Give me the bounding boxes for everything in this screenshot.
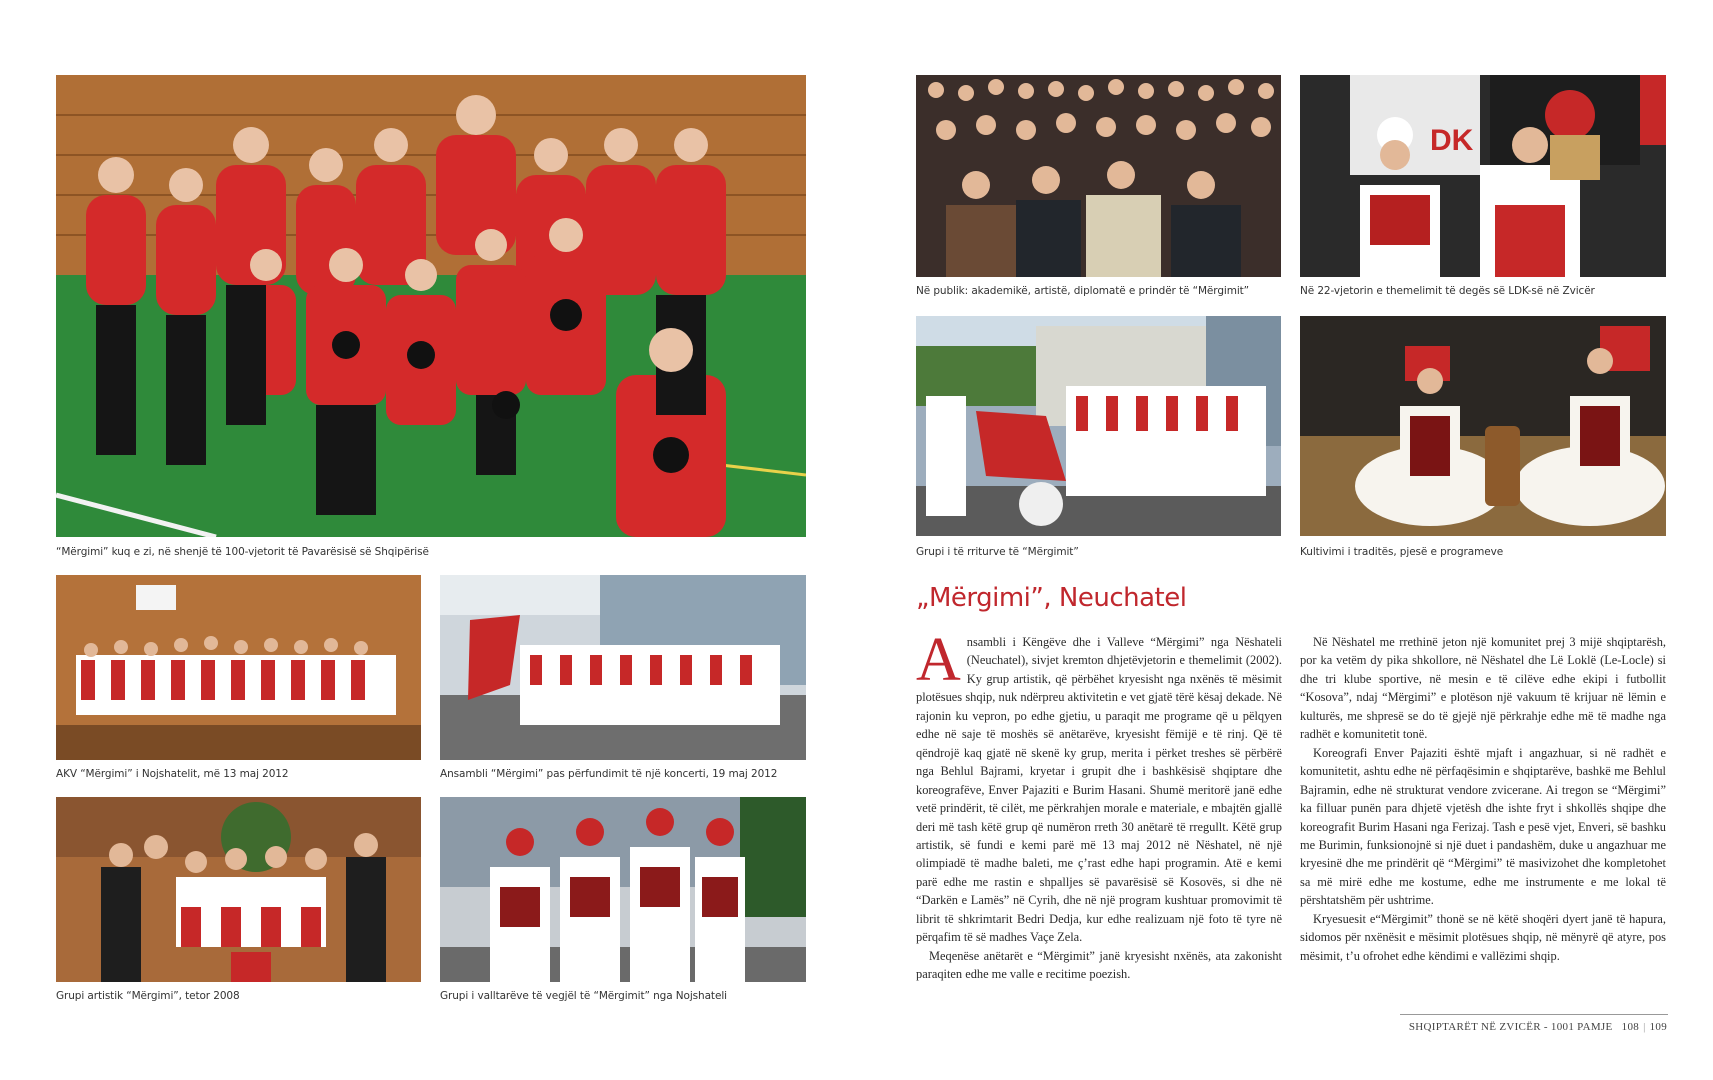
photo-tradition-dance bbox=[1300, 316, 1666, 536]
photo-young-dancers bbox=[440, 797, 806, 982]
page-footer: SHQIPTARËT NË ZVICËR - 1001 PAMJE 108 | 109 bbox=[1408, 1021, 1667, 1033]
article-column-1 bbox=[916, 633, 1282, 1013]
caption-photo-1: “Mërgimi” kuq e zi, në shenjë të 100-vjetorit të Pavarësisë së Shqipërisë bbox=[56, 546, 429, 558]
caption-photo-9: Kultivimi i traditës, pjesë e programeve bbox=[1300, 546, 1504, 558]
photo-artistic-group-2008 bbox=[56, 797, 421, 982]
photo-akv-nojshatel bbox=[56, 575, 421, 760]
caption-photo-6: Në publik: akademikë, artistë, diplomatë e prindër të “Mërgimit” bbox=[916, 285, 1249, 297]
photo-ensemble-after-concert bbox=[440, 575, 806, 760]
article-paragraph-2: Meqenëse anëtarët e “Mërgimit” janë kryesisht nxënës, ata zakonisht paraqiten edhe me valle e recitime poezish. bbox=[916, 948, 1282, 982]
article-paragraph-1 bbox=[916, 633, 1282, 947]
article-paragraph-3: Në Nëshatel me rrethinë jeton një komunitet prej 3 mijë shqiptarësh, por ka vetëm dy pika shkollore, në Nëshatel dhe Lë Loklë (Le-Locle) si dhe tri klube sportive, në mesin e të cilëve edhe ekipi i futbollit “Kosova”, ndaj “Mërgimi” e plotëson një vakuum të krijuar në lëmin e kulturës, me shpresë se do të gjejë një përkrahje edhe më të madhe nga radhët e komunitetit tonë. bbox=[1300, 635, 1666, 742]
article-paragraph-1-text: nsambli i Këngëve dhe i Valleve “Mërgimi” nga Nëshateli (Neuchatel), sivjet kremton dhjetëvjetorin e themelimit (2002). Ky grup artistik, që përbëhet kryesisht nga nxënës të mësimit plotësues shqip, nuk ndërpreu aktivitetin e vet gjatë tërë kësaj dekade. Në rajonin ku vepron, po edhe gjetiu, u paraqit me programe që u pëlqyen edhe në saje të moshës së anëtarëve, kryesisht fëmijë e të rinj. Që të qëndrojë kaq gjatë në skenë ky grup, merita i përket treshes së përbërë nga Behlul Bajrami, kryetar i grupit dhe i bashkësisë shqiptare dhe koreografëve, Enver Pajaziti e Burim Hasani. Shumë meritorë janë edhe vetë prindërit, të cilët, me përkrahjen morale e materiale, e mbajtën gjallë deri më tash këtë grup që numëron rreth 30 anëtarë të rregullt. Këtë grup artistik, së fundi e kemi parë më 13 maj 2012 në Nëshatel, në një olimpiadë të madhe baleti, me ç’rast edhe hapi programin. Atë e kemi parë edhe me rastin e shpalljes së pavarësisë së Kosovës, si dhe në “Darkën e Lamës” në Cyrih, dhe në një program kushtuar promovimit të librit të shkrimtarit Bedri Dedja, kur edhe realizuam një foto të tyre në përqafim të së madhes Vaçe Zela. bbox=[916, 635, 1282, 945]
caption-photo-7: Në 22-vjetorin e themelimit të degës së LDK-së në Zvicër bbox=[1300, 285, 1595, 297]
photo-ldk-anniversary bbox=[1300, 75, 1666, 277]
svg-text:DK: DK bbox=[1430, 124, 1474, 157]
photo-audience bbox=[916, 75, 1281, 277]
photo-red-shirt-group bbox=[56, 75, 806, 537]
drop-cap: A bbox=[916, 633, 961, 694]
article-paragraph-5: Kryesuesit e“Mërgimit” thonë se në këtë shoqëri dyert janë të hapura, sidomos për nxënësit e mësimit plotësues shqip, në mënyrë që atyre, pos mësimit, t’u ofrohet edhe këndimi e vallëzimi shqip. bbox=[1300, 911, 1666, 963]
caption-photo-3: Ansambli “Mërgimi” pas përfundimit të një koncerti, 19 maj 2012 bbox=[440, 768, 778, 780]
photo-adult-group bbox=[916, 316, 1281, 536]
caption-photo-2: AKV “Mërgimi” i Nojshatelit, më 13 maj 2012 bbox=[56, 768, 289, 780]
publication-title: SHQIPTARËT NË ZVICËR - 1001 PAMJE bbox=[1408, 1021, 1613, 1033]
article-paragraph-4: Koreografi Enver Pajaziti është mjaft i angazhuar, si në radhët e komunitetit, ashtu edhe në përfaqësimin e shqiptarëve, bashkë me Behlul Bajramin, edhe në strukturat vendore zvicerane. Ai tregon se “Mërgimi” ka filluar punën para dhjetë vjetësh dhe ishte fryt i shkollës shqipe dhe koreografit Burim Hasani nga Ferizaj. Tash e pesë vjet, Enveri, së bashku me Burimin, funksionojnë si një duet i pandashëm, duke u angazhuar me kryesinë dhe me prindërit që “Mërgimi” të masivizohet dhe kompletohet sa më mirë edhe me kostume, edhe me instrumente e me lokal të përshtatshëm për ushtrime. bbox=[1300, 745, 1666, 908]
caption-photo-5: Grupi i valltarëve të vegjël të “Mërgimit” nga Nojshateli bbox=[440, 990, 727, 1002]
page-number-left: 108 bbox=[1621, 1021, 1640, 1033]
footer-rule bbox=[1400, 1014, 1668, 1015]
article-title: „Mërgimi”, Neuchatel bbox=[916, 583, 1187, 613]
page-number-right: 109 bbox=[1649, 1021, 1667, 1033]
caption-photo-8: Grupi i të rriturve të “Mërgimit” bbox=[916, 546, 1079, 558]
article-column-2 bbox=[1300, 633, 1666, 1013]
caption-photo-4: Grupi artistik “Mërgimi”, tetor 2008 bbox=[56, 990, 240, 1002]
